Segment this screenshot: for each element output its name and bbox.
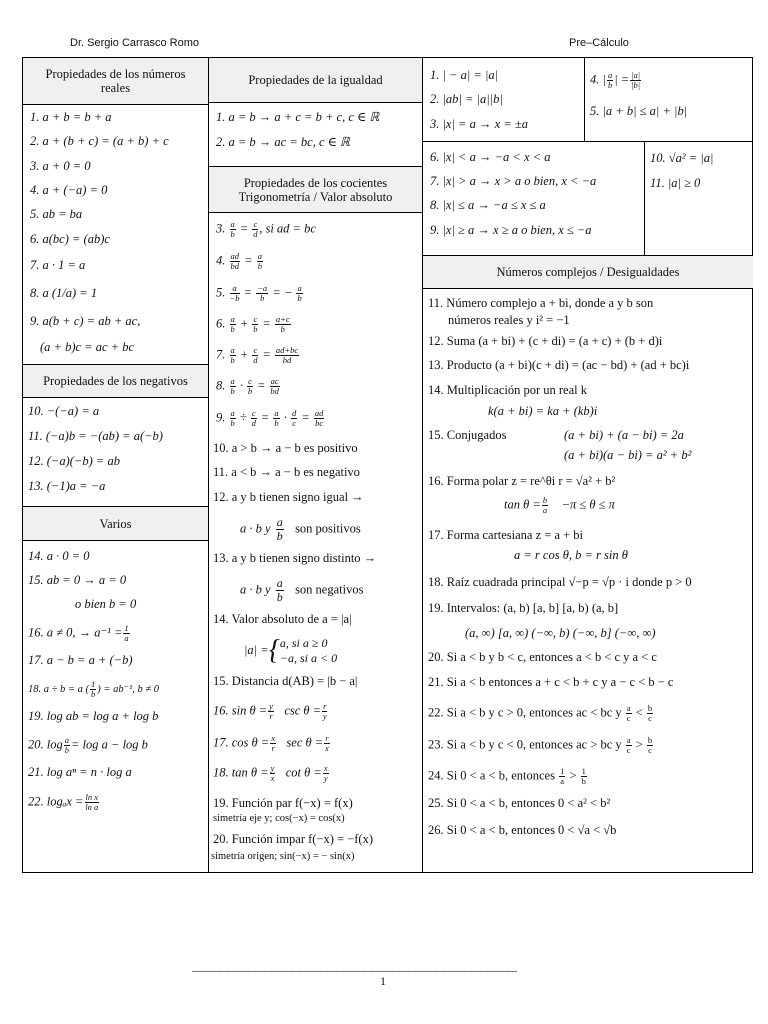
property-item: 2. a = b → ac = bc, c ∈ ℝ [216, 135, 350, 149]
property-item: 4. $\frac{ad}{bd}$ = $\frac{a}{b}$ [216, 251, 262, 271]
property-item: 11. |a| ≥ 0 [650, 176, 701, 190]
property-item: 22. logₐx = $\frac{\text{ln x}}{\text{ln a}}$ [28, 792, 99, 812]
property-item: 20. Función impar f(−x) = −f(x) [213, 832, 374, 846]
property-item: 15. ab = 0 → a = 0 [28, 573, 127, 587]
property-item: a · b y $\frac{a}{b}$ son negativos [240, 576, 364, 604]
section-title-equality: Propiedades de la igualdad [209, 58, 422, 102]
property-item: o bien b = 0 [75, 597, 137, 611]
property-item: 13. a y b tienen signo distinto → [213, 551, 377, 565]
property-item: 15. Conjugados [428, 428, 507, 442]
row-divider [22, 104, 208, 105]
property-item: 13. (−1)a = −a [28, 479, 106, 493]
property-item: 14. Multiplicación por un real k [428, 383, 587, 397]
property-item: 5. $\frac{a}{-b}$ = $\frac{-a}{b}$ = − $\frac{a}{b}$ [216, 283, 302, 303]
property-item: 16. sin θ = $\frac{y}{r}$ csc θ = $\frac{r}{y}$ [213, 701, 327, 721]
property-item: 22. Si a < b y c > 0, entonces ac < bc y $\frac{a}{c}$ < $\frac{b}{c}$ [428, 703, 653, 723]
property-item: a · b y $\frac{a}{b}$ son positivos [240, 515, 361, 543]
property-item: 12. (−a)(−b) = ab [28, 454, 120, 468]
property-item: 17. a − b = a + (−b) [28, 653, 133, 667]
row-divider [422, 141, 753, 142]
column-divider [584, 57, 585, 141]
property-item: 5. ab = ba [30, 207, 83, 221]
property-item: (a + b)c = ac + bc [40, 340, 135, 354]
property-item: 2. |ab| = |a||b| [430, 92, 503, 106]
property-item: 6. $\frac{a}{b}$ + $\frac{c}{b}$ = $\frac{a+c}{b}$ [216, 314, 290, 334]
property-item: |a| ={ a, si a ≥ 0 −a, si a < 0 [244, 635, 338, 666]
author-name: Dr. Sergio Carrasco Romo [70, 37, 199, 49]
property-item: 1. a = b → a + c = b + c, c ∈ ℝ [216, 110, 380, 124]
property-item: 8. $\frac{a}{b}$ · $\frac{c}{b}$ = $\frac{ac}{bd}$ [216, 376, 279, 396]
property-item: 10. −(−a) = a [28, 404, 100, 418]
property-item: 19. log ab = log a + log b [28, 709, 159, 723]
property-item: 9. |x| ≥ a → x ≥ a o bien, x ≤ −a [430, 223, 592, 237]
footer-rule: ———————————————————————————————————— [192, 966, 516, 977]
property-item: 8. |x| ≤ a → −a ≤ x ≤ a [430, 198, 546, 212]
property-item: 23. Si a < b y c < 0, entonces ac > bc y $\frac{a}{c}$ > $\frac{b}{c}$ [428, 735, 653, 755]
property-item: 19. Función par f(−x) = f(x) [213, 796, 353, 810]
page-number: 1 [380, 974, 386, 988]
section-title-misc: Varios [23, 507, 208, 540]
property-item: 16. Forma polar z = re^θi r = √a² + b² [428, 474, 616, 488]
property-item: tan θ = $\frac{b}{a}$ −π ≤ θ ≤ π [504, 495, 615, 515]
property-item: k(a + bi) = ka + (kb)i [488, 404, 598, 418]
property-item: números reales y i² = −1 [448, 313, 570, 327]
property-item: 14. a · 0 = 0 [28, 549, 90, 563]
property-item: 25. Si 0 < a < b, entonces 0 < a² < b² [428, 796, 611, 810]
property-item: 2. a + (b + c) = (a + b) + c [30, 134, 169, 148]
property-item: 6. |x| < a → −a < x < a [430, 150, 551, 164]
property-item: 18. tan θ = $\frac{y}{x}$ cot θ = $\frac{x}{y}$ [213, 763, 328, 783]
property-item: (a, ∞) [a, ∞) (−∞, b) (−∞, b] (−∞, ∞) [465, 626, 656, 640]
property-item: 4. a + (−a) = 0 [30, 183, 108, 197]
row-divider [422, 288, 753, 289]
property-item: 12. Suma (a + bi) + (c + di) = (a + c) + (b + d)i [428, 334, 663, 348]
section-title-negatives: Propiedades de los negativos [23, 365, 208, 397]
property-item: 7. |x| > a → x > a o bien, x < −a [430, 174, 597, 188]
property-item: 18. a ÷ b = a ( $\frac{1}{b}$ ) = ab⁻¹, b ≠ 0 [28, 679, 160, 699]
property-item: 5. |a + b| ≤ a| + |b| [590, 104, 688, 118]
property-item: simetría origen; sin(−x) = − sin(x) [211, 851, 355, 862]
property-item: 9. a(b + c) = ab + ac, [30, 314, 141, 328]
property-item: 10. √a² = |a| [650, 151, 714, 165]
property-item: 3. a + 0 = 0 [30, 159, 91, 173]
property-item: 13. Producto (a + bi)(c + di) = (ac − bd) + (ad + bc)i [428, 358, 690, 372]
row-divider [22, 540, 208, 541]
property-item: 7. $\frac{a}{b}$ + $\frac{c}{d}$ = $\frac{ad+bc}{bd}$ [216, 345, 299, 365]
row-divider [22, 397, 208, 398]
property-item: (a + bi)(a − bi) = a² + b² [564, 448, 692, 462]
course-name: Pre–Cálculo [569, 37, 629, 49]
property-item: 24. Si 0 < a < b, entonces $\frac{1}{a}$ > $\frac{1}{b}$ [428, 766, 586, 786]
property-item: 11. Número complejo a + bi, donde a y b son [428, 296, 654, 310]
property-item: 26. Si 0 < a < b, entonces 0 < √a < √b [428, 823, 617, 837]
property-item: 20. Si a < b y b < c, entonces a < b < c y a < c [428, 650, 657, 664]
property-item: 11. (−a)b = −(ab) = a(−b) [28, 429, 163, 443]
property-item: 3. |x| = a → x = ±a [430, 117, 528, 131]
property-item: 9. $\frac{a}{b}$ ÷ $\frac{c}{d}$ = $\frac{a}{b}$ · $\frac{d}{c}$ = $\frac{ad}{bc}$ [216, 408, 324, 428]
property-item: 1. | − a| = |a| [430, 68, 499, 82]
property-item: 21. log aⁿ = n · log a [28, 765, 132, 779]
section-title-quotients: Propiedades de los cocientes Trigonometría / Valor absoluto [209, 167, 422, 212]
property-item: 21. Si a < b entonces a + c < b + c y a − c < b − c [428, 675, 674, 689]
section-title-complex: Números complejos / Desigualdades [423, 256, 753, 288]
property-item: 8. a (1/a) = 1 [30, 286, 98, 300]
property-item: simetría eje y; cos(−x) = cos(x) [213, 813, 345, 824]
row-divider [208, 212, 422, 213]
property-item: a = r cos θ, b = r sin θ [514, 548, 628, 562]
column-divider [644, 141, 645, 255]
property-item: 19. Intervalos: (a, b) [a, b] [a, b) (a, b] [428, 601, 619, 615]
column-divider [422, 57, 423, 873]
row-divider [208, 102, 422, 103]
property-item: 18. Raíz cuadrada principal √−p = √p · i donde p > 0 [428, 575, 692, 589]
property-item: (a + bi) + (a − bi) = 2a [564, 428, 684, 442]
section-title-real-numbers: Propiedades de los números reales [23, 58, 208, 104]
property-item: 4. | $\frac{a}{b}$ | = $\frac{|a|}{|b|}$ [590, 70, 641, 90]
property-item: 17. Forma cartesiana z = a + bi [428, 528, 584, 542]
property-item: 17. cos θ = $\frac{x}{r}$ sec θ = $\frac{r}{x}$ [213, 733, 329, 753]
property-item: 14. Valor absoluto de a = |a| [213, 612, 352, 626]
property-item: 11. a < b → a − b es negativo [213, 465, 360, 479]
property-item: 6. a(bc) = (ab)c [30, 232, 110, 246]
property-item: 12. a y b tienen signo igual → [213, 490, 364, 504]
property-item: 1. a + b = b + a [30, 110, 112, 124]
property-item: 16. a ≠ 0, → a⁻¹ = $\frac{1}{a}$ [28, 623, 129, 643]
property-item: 10. a > b → a − b es positivo [213, 441, 358, 455]
property-item: 15. Distancia d(AB) = |b − a| [213, 674, 358, 688]
property-item: 20. log $\frac{a}{b}$ = log a − log b [28, 735, 148, 755]
property-item: 3. $\frac{a}{b}$ = $\frac{c}{d}$ , si ad = bc [216, 219, 316, 239]
property-item: 7. a · 1 = a [30, 258, 86, 272]
